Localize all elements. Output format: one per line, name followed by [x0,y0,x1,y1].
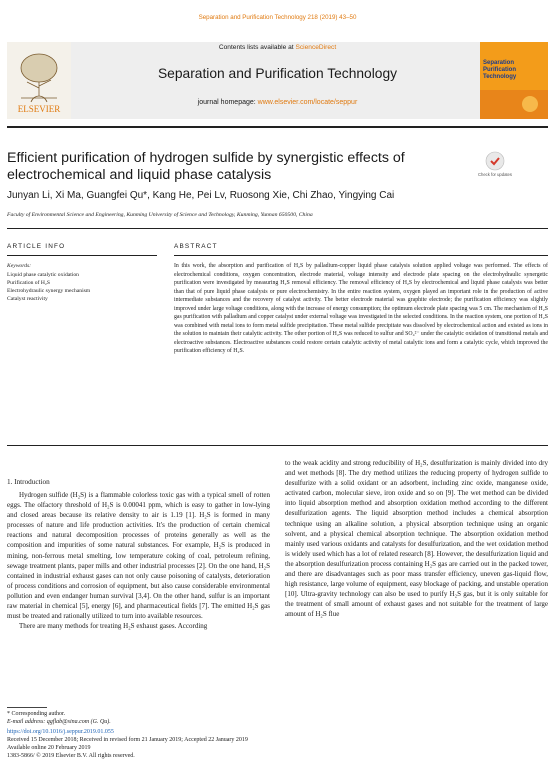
keywords-label: Keywords: [7,263,32,269]
homepage-link[interactable]: www.elsevier.com/locate/seppur [257,99,358,106]
journal-homepage [0,99,555,106]
journal-citation-line[interactable]: Separation and Purification Technology 218 (2019) 43–50 [198,14,357,21]
body-paragraph: Hydrogen sulfide (H₂S) is a flammable colorless toxic gas with a typical smell of rotten eggs. The olfactory threshold of H₂S is 0.00041 ppm, which is easy to gather in low-lying and closed areas because its relative density to air is 1.19 [1]. H₂S is formed in many processes of nature and life production activities. It's the production of certain chemical reactions and natural decomposition processes of proteins generally as well as the composition and impurities of some natural substances. For example, H₂S is produced in mining, non-ferrous metal smelting, low temperature coking of coal, petroleum refining, sewage treatment plants, paper mills and other industrial processes [2]. On the one hand, H₂S contained in industrial exhaust gases can not only cause poisoning of catalysts, deterioration of process conditions and corrosion of equipment, but also cause considerable environmental pollution and even endanger human survival [3,4]. On the other hand, sulfur is an important raw material in chemical [5], energy [6], and pharmaceutical fields [7]. The emitted H₂S gas must be treated and rationally utilized to turn into available resources. [7,491,270,621]
cover-title [483,60,545,81]
abstract-rule [174,255,548,256]
keyword-item: Purification of H₂S [7,280,50,286]
received-dates: Received 15 December 2018; Received in revised form 21 January 2019; Accepted 22 January 2019 [7,737,248,743]
check-updates-label: Check for updates [478,172,512,177]
sciencedirect-link[interactable]: ScienceDirect [295,44,337,51]
body-paragraph: There are many methods for treating H₂S exhaust gases. According [19,622,208,631]
article-footer [7,728,248,760]
abstract-bottom-rule [7,445,548,446]
email-note[interactable] [7,718,111,726]
article-title: Efficient purification of hydrogen sulfide by synergistic effects of electrochemical and liquid phase catalysis [7,150,405,183]
section-heading-introduction: 1. Introduction [7,478,50,486]
article-info-heading: ARTICLE INFO [7,243,66,250]
cover-line: Separation [483,60,515,66]
doi-link[interactable]: https://doi.org/10.1016/j.seppur.2019.01.055 [7,729,114,735]
cover-line: Purification [483,67,517,73]
keyword-item: Liquid phase catalytic oxidation [7,272,79,278]
abstract-heading: ABSTRACT [174,243,218,250]
body-paragraph: to the weak acidity and strong reducibility of H₂S, desulfurization is mainly divided into dry and wet methods [8]. The dry method utilizes the reducing property of hydrogen sulfide to desulfurize with a solid oxidant or an adsorbent, including zinc oxide, manganese oxide, activated carbon, molecular sieve, iron oxide and so on [9]. The wet method can be divided into liquid absorption method and absorption oxidation method according to the different desulfurization agents. The liquid absorption method includes a chemical absorption technique using an alkaline solution, a physical absorption technique using an organic solvent, and a physical chemical absorption technique. The absorption oxidation method mainly used various oxidants and catalysts for desulfurization, and the wet oxidation method is widely used which has a lot of related research [8]. However, the desulfurization liquid and the absorption desulfurization process containing H₂S gas are carried out in the packed tower, and there are disadvantages such as poor mass transfer efficiency, uneven gas-liquid flow, high resistance, large volume of equipment, easy blockage of packing, and unstable operation [10]. Ultra-gravity technology can also be used to purify H₂S gas, but it is only suitable for the treatment of small amount of exhaust gases and not suitable for the treatment of large amount of H₂S flue [285,459,548,619]
corresponding-author-note: * Corresponding author. [7,711,66,717]
affiliation: Faculty of Environmental Science and Engineering, Kunming University of Science and Technology, Kunming, Yunnan 650500, China [7,212,313,218]
header-divider [7,126,548,128]
elsevier-wordmark: ELSEVIER [17,104,61,114]
journal-title[interactable]: Separation and Purification Technology [157,66,398,81]
affiliation-divider [7,228,548,229]
keyword-item: Electrohydraulic synergy mechanism [7,288,91,294]
keyword-item: Catalyst reactivity [7,296,48,302]
footnote-rule [7,707,47,708]
footnote [7,710,65,718]
author-list[interactable]: Junyan Li, Xi Ma, Guangfei Qu*, Kang He, Pei Lv, Ruosong Xie, Chi Zhao, Yingying Cai [7,190,395,201]
contents-availability [0,44,555,51]
homepage-label: journal homepage: [197,99,256,106]
copyright-line: 1383-5866/ © 2019 Elsevier B.V. All rights reserved. [7,753,135,759]
abstract-text: In this work, the absorption and purification of H₂S by palladium-copper liquid phase catalysis solution applied voltage was performed. The effects of electrochemical conditions, oxygen concentration, electrode material, voltage intensity and electrode plate spacing on the electrohydraulic synergetic purification were investigated by measuring H₂S removal efficiency. The removal efficiency of H₂S by electrochemical and liquid phase catalysis was better than that of pure liquid phase catalysis or pure electrochemistry. In the entire reaction system, oxygen played an important role in the production of active intermediate substances and the recovery of catalyst activity. The better electrode material was graphite electrode; the purification efficiency was slightly improved under large voltage conditions, along with the increase of energy consumption; the optimum electrode plate spacing was 5 cm. The mechanism of H₂S gas purification with palladium and copper catalyst under external voltage was investigated in the selected conditions. In the reaction system, one portion of H₂S was combined with metal ions to form metal sulfide precipitation. These metal sulfide precipitate was dissolved by electrochemical action and existed as ions in the solution to maintain their catalytic activity. The other portion of H₂S was reduced to sulfur and SO₄²⁻ under the catalytic oxidation of transitional metals and electroactive substances. Electroactive substances could restore certain catalytic activity of metal catalytic ions and form a catalytic cycle, which improved the purification efficiency of H₂S. [174,263,548,355]
contents-prefix: Contents lists available at [218,44,294,51]
body-column-right [285,458,548,620]
online-date: Available online 20 February 2019 [7,745,91,751]
author-email[interactable]: E-mail address: qgflab@sina.com (G. Qu). [7,719,111,725]
keyword-list [7,271,90,303]
article-info-rule [7,255,157,256]
cover-line: Technology [483,74,517,80]
body-column-left [7,490,270,631]
check-for-updates-badge[interactable] [480,150,510,182]
